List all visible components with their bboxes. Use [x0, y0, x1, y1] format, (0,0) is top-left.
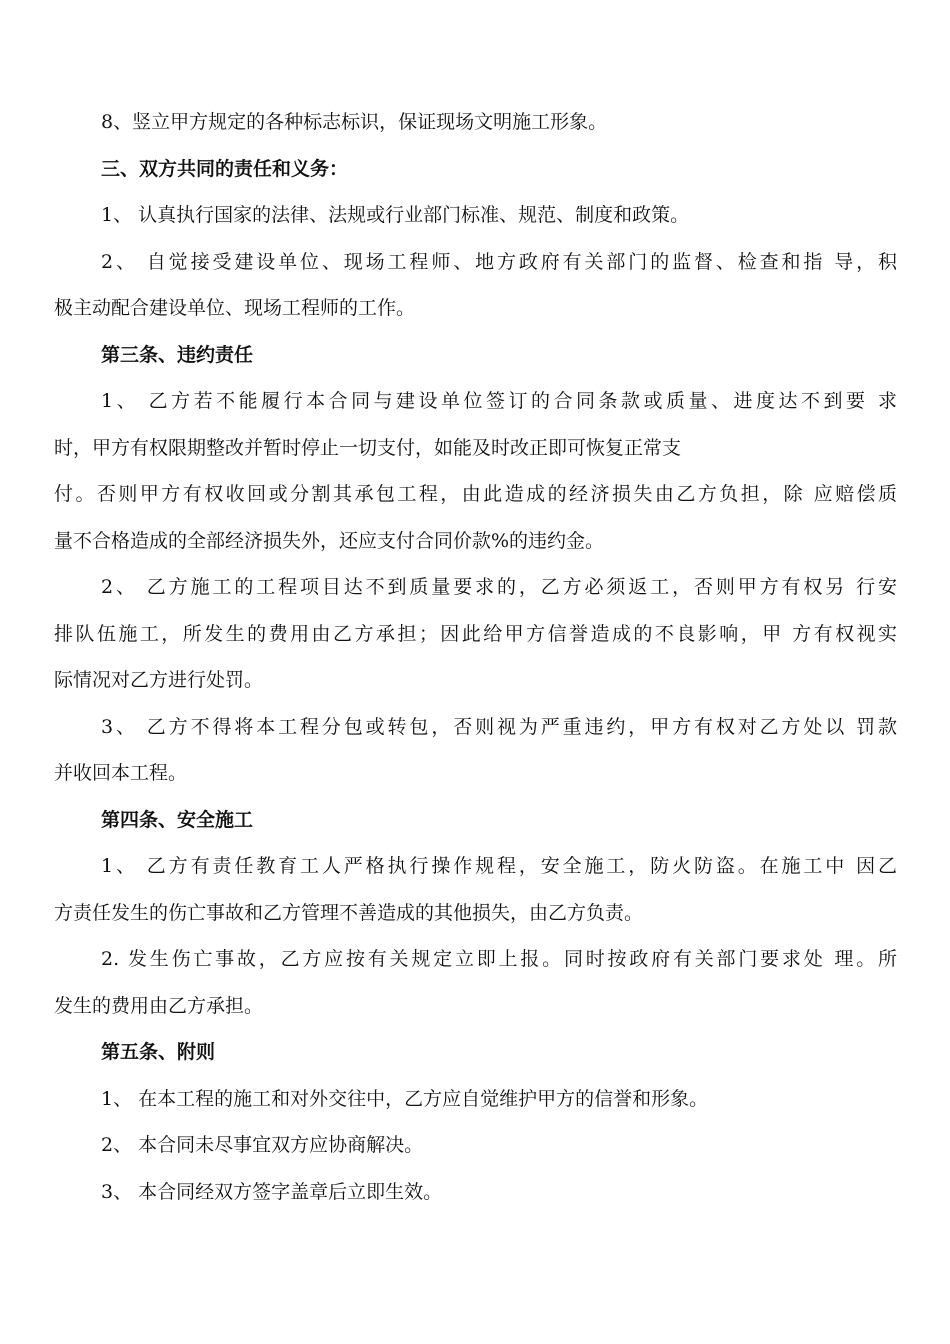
breach-3-line-2: 并收回本工程。: [54, 762, 188, 784]
section-3-heading: 三、双方共同的责任和义务：: [101, 157, 349, 180]
breach-2-line-1: 2、 乙方施工的工程项目达不到质量要求的，乙方必须返工，否则甲方有权另 行安: [101, 576, 897, 598]
breach-2-line-3: 际情况对乙方进行处罚。: [54, 669, 264, 691]
article-3-heading: 第三条、违约责任: [101, 343, 254, 366]
breach-1-line-3: 付。否则甲方有权收回或分割其承包工程，由此造成的经济损失由乙方负担，除 应赔偿质: [54, 483, 897, 505]
clause-8-line: 8、竖立甲方规定的各种标志标识，保证现场文明施工形象。: [101, 111, 608, 133]
document-body: [54, 99, 897, 1215]
appendix-2-line: 2、 本合同未尽事宜双方应协商解决。: [101, 1134, 424, 1156]
safety-2-line-1: 2. 发生伤亡事故，乙方应按有关规定立即上报。同时按政府有关部门要求处 理。所: [101, 948, 897, 970]
appendix-1-line: 1、 在本工程的施工和对外交往中，乙方应自觉维护甲方的信誉和形象。: [101, 1087, 709, 1110]
appendix-3-line: 3、 本合同经双方签字盖章后立即生效。: [101, 1180, 443, 1203]
mutual-duty-2-line-1: 2、 自觉接受建设单位、现场工程师、地方政府有关部门的监督、检查和指 导，积: [101, 250, 897, 273]
breach-1-line-1: 1、 乙方若不能履行本合同与建设单位签订的合同条款或质量、进度达不到要 求: [101, 390, 897, 412]
breach-1-line-4: 量不合格造成的全部经济损失外，还应支付合同价款%的违约金。: [54, 529, 605, 552]
safety-1-line-2: 方责任发生的伤亡事故和乙方管理不善造成的其他损失，由乙方负责。: [54, 901, 644, 924]
breach-2-line-2: 排队伍施工，所发生的费用由乙方承担；因此给甲方信誉造成的不良影响，甲 方有权视实: [54, 622, 897, 645]
article-5-heading: 第五条、附则: [101, 1041, 216, 1063]
safety-2-line-2: 发生的费用由乙方承担。: [54, 994, 264, 1017]
article-4-heading: 第四条、安全施工: [101, 808, 254, 831]
mutual-duty-2-line-2: 极主动配合建设单位、现场工程师的工作。: [54, 297, 416, 319]
breach-1-line-2: 时，甲方有权限期整改并暂时停止一切支付，如能及时改正即可恢复正常支: [54, 436, 682, 459]
safety-1-line-1: 1、 乙方有责任教育工人严格执行操作规程，安全施工，防火防盗。在施工中 因乙: [101, 855, 897, 877]
breach-3-line-1: 3、 乙方不得将本工程分包或转包，否则视为严重违约，甲方有权对乙方处以 罚款: [101, 715, 897, 738]
mutual-duty-1-line: 1、 认真执行国家的法律、法规或行业部门标准、规范、制度和政策。: [101, 204, 690, 226]
